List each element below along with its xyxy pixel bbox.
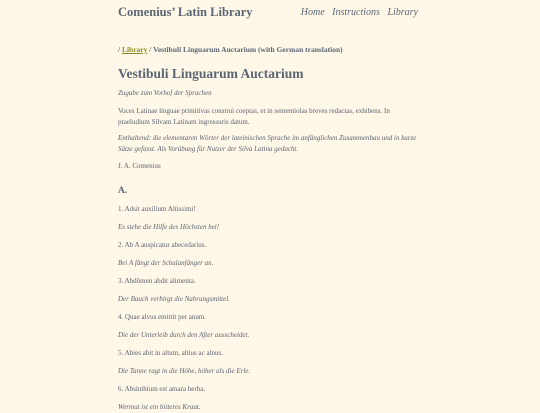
list-item (118, 204, 418, 233)
entry-german: Bei A fängt der Schulanfänger an. (118, 258, 418, 270)
entry-latin: 4. Quae alvus emittit per anum. (118, 312, 418, 324)
nav-home-link[interactable]: Home (301, 7, 325, 18)
list-item (118, 240, 418, 269)
breadcrumb-separator: / (118, 45, 120, 54)
entry-latin: 5. Abies abit in altum, altius ac alnus. (118, 348, 418, 360)
nav-library-link[interactable]: Library (387, 7, 418, 18)
page-title: Vestibuli Linguarum Auctarium (118, 66, 418, 82)
author: J. A. Comenius (118, 161, 418, 173)
entry-latin: 6. Absinthium est amara herba. (118, 384, 418, 396)
list-item (118, 384, 418, 413)
section-heading: A. (118, 185, 418, 197)
list-item (118, 276, 418, 305)
entry-latin: 2. Ab A auspicatur abecedarius. (118, 240, 418, 252)
breadcrumb (118, 44, 418, 55)
main-nav (296, 7, 418, 18)
entry-latin: 3. Abdŏmen abdit alimenta. (118, 276, 418, 288)
entry-german: Die der Unterleib durch den After ausscheidet. (118, 330, 418, 342)
list-item (118, 348, 418, 377)
entry-latin: 1. Adsit auxilium Altissimi! (118, 204, 418, 216)
entry-german: Es stehe die Hilfe des Höchsten bei! (118, 222, 418, 234)
main-content (118, 44, 418, 413)
intro-german: Enthaltend: die elementaren Wörter der lateinischen Sprache im anfänglichen Zusammenbau und in kurze Sätze gefasst. Als Vorübung für Nutzer der Silva Latina gedacht. (118, 133, 418, 156)
entry-german: Die Tanne ragt in die Höhe, höher als die Erle. (118, 366, 418, 378)
breadcrumb-current: / Vestibuli Linguarum Auctarium (with German translation) (149, 45, 342, 54)
entry-german: Wermut ist ein bitteres Kraut. (118, 402, 418, 413)
entry-german: Der Bauch verbirgt die Nahrungsmittel. (118, 294, 418, 306)
site-header (118, 5, 418, 23)
page-subtitle: Zugabe zum Vorhof der Sprachen (118, 88, 418, 100)
list-item (118, 312, 418, 341)
breadcrumb-library-link[interactable]: Library (122, 45, 147, 54)
site-title[interactable]: Comenius’ Latin Library (118, 5, 253, 20)
intro-latin: Voces Latinae linguae primitivas construi coeptas, et in sententiolas breves redactas, exhibens. In praeludium Silvam Latinam ingressuris datum. (118, 106, 418, 129)
nav-instructions-link[interactable]: Instructions (332, 7, 380, 18)
